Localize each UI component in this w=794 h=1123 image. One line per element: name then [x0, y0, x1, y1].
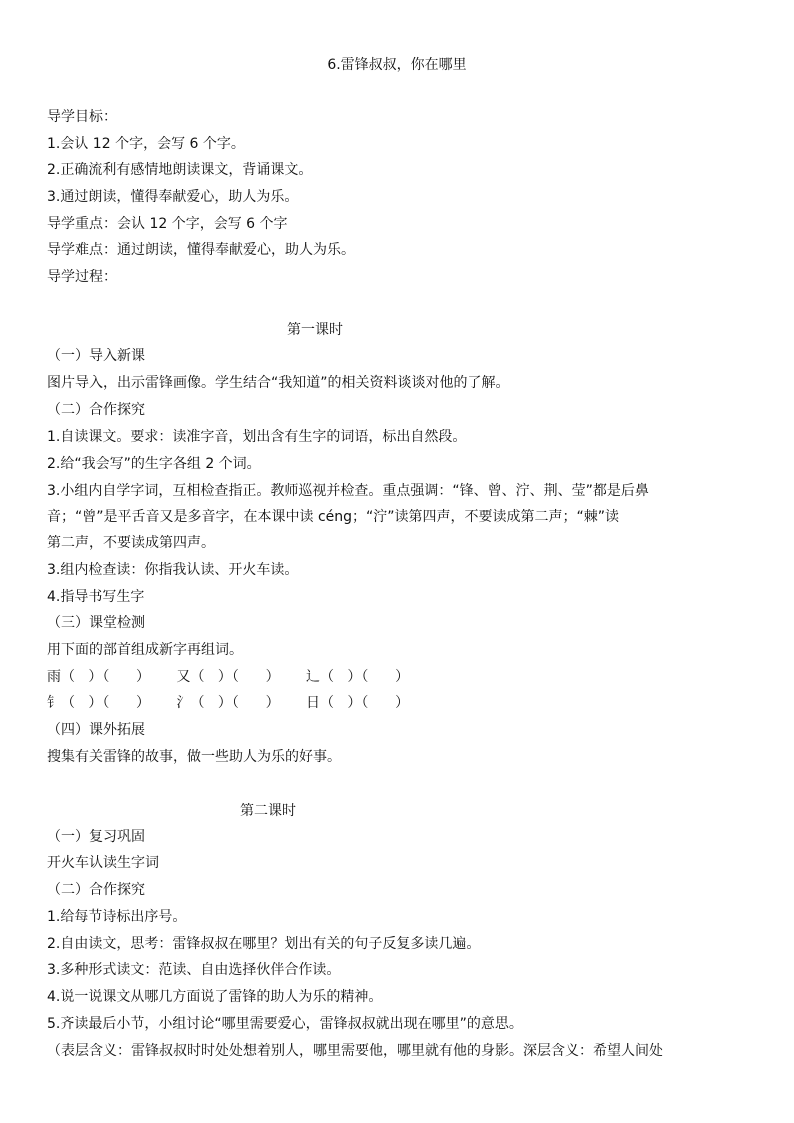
lesson1-item: 3.小组内自学字词，互相检查指正。教师巡视并检查。重点强调：“锋、曾、泞、荆、莹”都是后鼻: [47, 483, 649, 499]
fill-row: [47, 693, 431, 713]
lesson1-item: 3.组内检查读：你指我认读、开火车读。: [47, 562, 299, 578]
fill-blank-item: 氵（ ）（ ）: [176, 695, 280, 711]
fill-blank-item: 辶（ ）（ ）: [306, 669, 410, 685]
lesson1-item: 2.给“我会写”的生字各组 2 个词。: [47, 456, 261, 472]
lesson1-item: 1.自读课文。要求：读准字音，划出含有生字的词语，标出自然段。: [47, 429, 467, 445]
lesson2-section-heading: （一）复习巩固: [47, 829, 145, 845]
lesson1-paragraph: 用下面的部首组成新字再组词。: [47, 642, 243, 658]
lesson1-section-heading: （三）课堂检测: [47, 615, 145, 631]
goal-item: 2.正确流利有感情地朗读课文，背诵课文。: [47, 162, 313, 178]
key-point: 导学重点：会认 12 个字，会写 6 个字: [47, 216, 288, 232]
lesson2-item: 3.多种形式读文：范读、自由选择伙伴合作读。: [47, 962, 341, 978]
fill-blank-item: 雨（ ）（ ）: [47, 669, 151, 685]
goal-item: 3.通过朗读，懂得奉献爱心，助人为乐。: [47, 189, 299, 205]
difficulty: 导学难点：通过朗读，懂得奉献爱心，助人为乐。: [47, 242, 355, 258]
lesson1-paragraph: 搜集有关雷锋的故事，做一些助人为乐的好事。: [47, 749, 341, 765]
lesson1-item: 音；“曾”是平舌音又是多音字，在本课中读 céng；“泞”读第四声，不要读成第二声；“棘”读: [47, 509, 620, 525]
document-title: 6.雷锋叔叔，你在哪里: [327, 57, 467, 73]
lesson2-item: 1.给每节诗标出序号。: [47, 909, 187, 925]
lesson2-item: 5.齐读最后小节，小组讨论“哪里需要爱心，雷锋叔叔就出现在哪里”的意思。: [47, 1016, 523, 1032]
lesson2-item: 4.说一说课文从哪几方面说了雷锋的助人为乐的精神。: [47, 989, 383, 1005]
lesson1-item: 第二声，不要读成第四声。: [47, 535, 215, 551]
lesson2-item: （表层含义：雷锋叔叔时时处处想着别人，哪里需要他，哪里就有他的身影。深层含义：希望人间处: [47, 1043, 663, 1059]
lesson2-section-heading: （二）合作探究: [47, 882, 145, 898]
fill-row: [47, 667, 431, 687]
lesson2-heading: 第二课时: [240, 803, 296, 819]
lesson2-paragraph: 开火车认读生字词: [47, 855, 159, 871]
lesson1-heading: 第一课时: [287, 322, 343, 338]
fill-blank-item: 又（ ）（ ）: [176, 669, 280, 685]
fill-blank-item: 钅（ ）（ ）: [47, 695, 151, 711]
lesson1-item: 4.指导书写生字: [47, 589, 145, 605]
lesson1-section-heading: （二）合作探究: [47, 402, 145, 418]
fill-blank-item: 日（ ）（ ）: [306, 695, 410, 711]
process-heading: 导学过程：: [47, 269, 117, 285]
goal-item: 1.会认 12 个字，会写 6 个字。: [47, 136, 245, 152]
lesson2-item: 2.自由读文，思考：雷锋叔叔在哪里？划出有关的句子反复多读几遍。: [47, 936, 481, 952]
lesson1-section-heading: （四）课外拓展: [47, 722, 145, 738]
lesson1-section-heading: （一）导入新课: [47, 348, 145, 364]
goals-heading: 导学目标：: [47, 109, 117, 125]
lesson1-paragraph: 图片导入，出示雷锋画像。学生结合“我知道”的相关资料谈谈对他的了解。: [47, 375, 510, 391]
